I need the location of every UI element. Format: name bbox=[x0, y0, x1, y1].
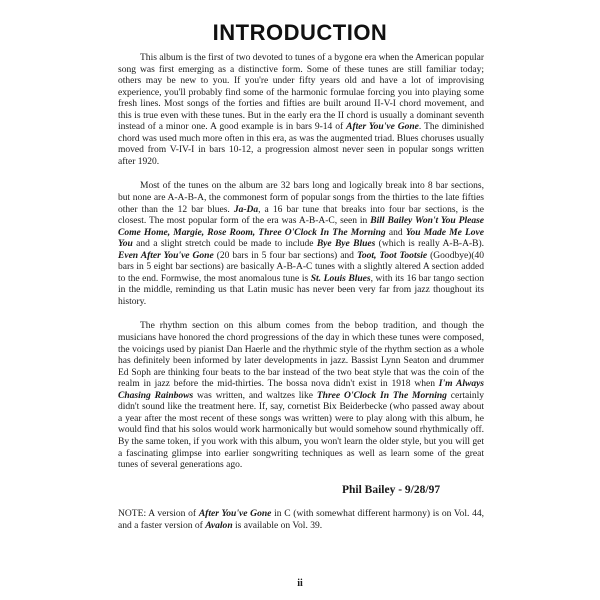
p3-text-b: was written, and waltzes like bbox=[193, 389, 317, 401]
p1-song-title: After You've Gone bbox=[346, 121, 419, 133]
p3-text-c: certainly didn't sound like the treatment here. If, say, cornetist Bix Beiderbecke (who passed away about a year after the most recent of these songs was written) were to play along with this album, he would find that his solos would work harmonically but would somehow sound rhythmically off. By the same token, if you work with this album, you won't learn the older style, but you will get a fascinating glimpse into earlier songwriting techniques as well as learn some of the great tunes of several generations ago. bbox=[118, 389, 484, 471]
p2-song-title-5: Even After You've Gone bbox=[118, 249, 214, 261]
p2-text-g: (Goodbye)(40 bars in 5 eight bar sections) are basically A-B-A-C tunes with a slightly altered A section added to the end. Formwise, the most anomalous tune is bbox=[118, 249, 484, 284]
note-text-b: in C (with somewhat different harmony) is on Vol. 44, and a faster version of bbox=[118, 508, 484, 531]
p3-song-title-1: I'm Always Chasing Rainbows bbox=[118, 378, 484, 401]
p2-song-title-1: Ja-Da bbox=[233, 203, 259, 215]
note-text-c: is available on Vol. 39. bbox=[232, 519, 323, 531]
p1-text-b: . The diminished chord was used much more often in this era, as was the augmented triad. Blues choruses usually moved from V-IV-I in bars 10-12, a progression almost never seen in popular songs written after 1920. bbox=[118, 121, 484, 167]
p2-text-h: , with its 16 bar tango section in the middle, reminding us that Latin music has never been very far from jazz thoughout its history. bbox=[118, 272, 485, 307]
p2-text-f: (20 bars in 5 four bar sections) and bbox=[213, 249, 357, 261]
body-text bbox=[118, 52, 484, 477]
author-signature: Phil Bailey - 9/28/97 bbox=[342, 484, 441, 496]
p2-song-title-7: St. Louis Blues bbox=[310, 272, 371, 284]
p2-song-title-4: Bye Bye Blues bbox=[316, 238, 376, 250]
page-number: ii bbox=[297, 578, 303, 589]
p2-song-title-3: You Made Me Love You bbox=[118, 226, 484, 250]
p2-text-c: and bbox=[385, 226, 406, 238]
note-song-title-1: After You've Gone bbox=[198, 508, 272, 519]
p2-text-d: and a slight stretch could be made to include bbox=[132, 238, 317, 250]
p3-text-a: The rhythm section on this album comes from the bebop tradition, and though the musicians have honored the chord progressions of the day in which these tunes were composed, the voicings used by pianist Dan Haerle and the rhythmic style of the rhythm section as a whole has definitely been informed by later developments in jazz. Bassist Lynn Seaton and drummer Ed Soph are thinking four beats to the bar instead of the two beat style that was the coin of the realm in jazz before the mid-thirties. The bossa nova didn't exist in 1918 when bbox=[118, 320, 484, 390]
footnote bbox=[118, 508, 484, 532]
p2-text-b: , a 16 bar tune that breaks into four bar sections, is the closest. The most popular form of the era was A-B-A-C, seen in bbox=[118, 203, 484, 227]
note-song-title-2: Avalon bbox=[205, 519, 233, 531]
p2-song-title-2: Bill Bailey Won't You Please Come Home, Margie, Rose Room, Three O'Clock In The Morning bbox=[118, 215, 484, 238]
p2-song-title-6: Toot, Toot Tootsie bbox=[356, 249, 428, 261]
note-text-a: NOTE: A version of bbox=[118, 508, 199, 519]
p2-text-a: Most of the tunes on the album are 32 bars long and logically break into 8 bar sections, but none are A-A-B-A, the commonest form of popular songs from the thirties to the late fifties other than the 12 bar blues. bbox=[118, 180, 484, 215]
paragraph-2 bbox=[118, 180, 484, 307]
paragraph-1 bbox=[118, 52, 484, 167]
p3-song-title-2: Three O'Clock In The Morning bbox=[316, 389, 447, 401]
paragraph-3 bbox=[118, 320, 484, 470]
p2-text-e: (which is really A-B-A-B). bbox=[375, 238, 485, 250]
p1-text-a: This album is the first of two devoted to tunes of a bygone era when the American popular song was first emerging as a distinctive form. Some of these tunes are still familiar today; others may be new to you. If you're under fifty years old and have a lot of improvising experience, you'll probably find some of the harmonic formulae forcing you into playing some fresh lines. Most songs of the forties and fifties are built around II-V-I chord movement, and this is true even with these tunes. But in the early era the II chord is usually a dominant seventh instead of a minor one. A good example is in bars 9-14 of bbox=[118, 52, 484, 133]
page-title: INTRODUCTION bbox=[212, 20, 388, 45]
